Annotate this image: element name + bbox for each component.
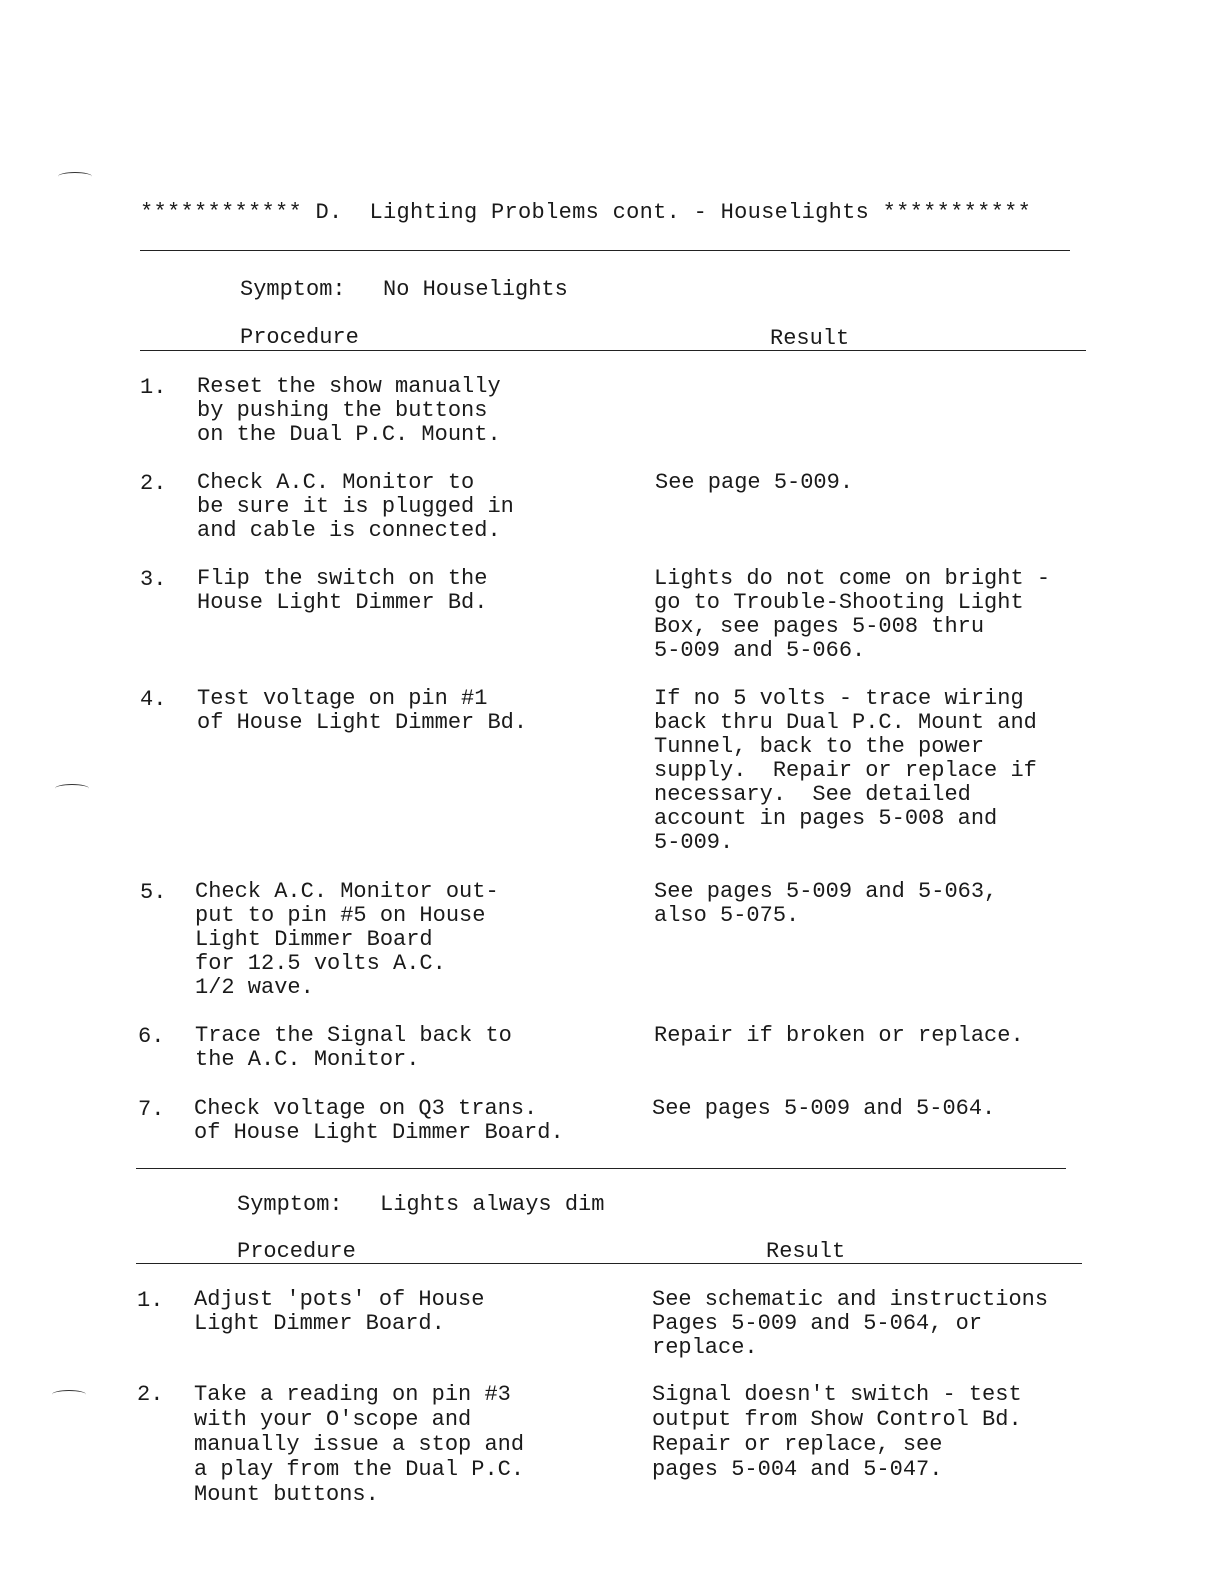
step-procedure: Test voltage on pin #1 of House Light Dimmer Bd.: [197, 686, 528, 735]
step-result: Repair if broken or replace.: [654, 1023, 1024, 1048]
step-procedure: Check A.C. Monitor out- put to pin #5 on House Light Dimmer Board for 12.5 volts A.C. 1/2 wave.: [195, 879, 499, 1000]
step-number: 2.: [137, 1382, 164, 1407]
step-number: 7.: [138, 1097, 165, 1122]
step-procedure: Reset the show manually by pushing the buttons on the Dual P.C. Mount.: [197, 374, 501, 447]
step-result: Signal doesn't switch - test output from Show Control Bd. Repair or replace, see pages 5-004 and 5-047.: [652, 1382, 1022, 1482]
step-result: If no 5 volts - trace wiring back thru Dual P.C. Mount and Tunnel, back to the power supply. Repair or replace if necessary. See detailed account in pages 5-008 and 5-009.: [654, 686, 1037, 855]
step-procedure: Check voltage on Q3 trans. of House Light Dimmer Board.: [194, 1096, 564, 1145]
procedure-header: Procedure: [240, 325, 359, 350]
step-result: See schematic and instructions Pages 5-009 and 5-064, or replace.: [652, 1287, 1049, 1360]
symptom-text: Lights always dim: [380, 1192, 605, 1217]
page-title: ************ D. Lighting Problems cont. - Houselights ***********: [140, 200, 1032, 225]
header-rule: [136, 1263, 1082, 1264]
step-number: 3.: [140, 567, 167, 592]
step-number: 2.: [140, 471, 167, 496]
margin-mark-middle: [55, 784, 89, 793]
header-rule: [140, 350, 1086, 351]
title-rule: [140, 250, 1070, 251]
procedure-header: Procedure: [237, 1239, 356, 1264]
symptom-label: Symptom:: [240, 277, 346, 302]
step-procedure: Adjust 'pots' of House Light Dimmer Board.: [194, 1287, 485, 1336]
step-number: 1.: [140, 375, 167, 400]
step-result: Lights do not come on bright - go to Trouble-Shooting Light Box, see pages 5-008 thru 5-009 and 5-066.: [654, 566, 1051, 663]
margin-mark-bottom: [52, 1390, 86, 1399]
result-header: Result: [770, 326, 850, 351]
step-number: 6.: [138, 1024, 165, 1049]
result-header: Result: [766, 1239, 846, 1264]
step-procedure: Trace the Signal back to the A.C. Monitor.: [195, 1023, 512, 1072]
step-result: See page 5-009.: [655, 470, 854, 495]
step-procedure: Take a reading on pin #3 with your O'scope and manually issue a stop and a play from the Dual P.C. Mount buttons.: [194, 1382, 525, 1507]
step-result: See pages 5-009 and 5-064.: [652, 1096, 996, 1121]
symptom-text: No Houselights: [383, 277, 568, 302]
step-number: 5.: [140, 880, 167, 905]
step-number: 1.: [137, 1288, 164, 1313]
section-rule: [136, 1168, 1066, 1169]
step-procedure: Check A.C. Monitor to be sure it is plugged in and cable is connected.: [197, 470, 514, 543]
step-procedure: Flip the switch on the House Light Dimmer Bd.: [197, 566, 488, 615]
step-number: 4.: [140, 687, 167, 712]
step-result: See pages 5-009 and 5-063, also 5-075.: [654, 879, 998, 928]
margin-mark-top: [58, 172, 92, 181]
symptom-label: Symptom:: [237, 1192, 343, 1217]
